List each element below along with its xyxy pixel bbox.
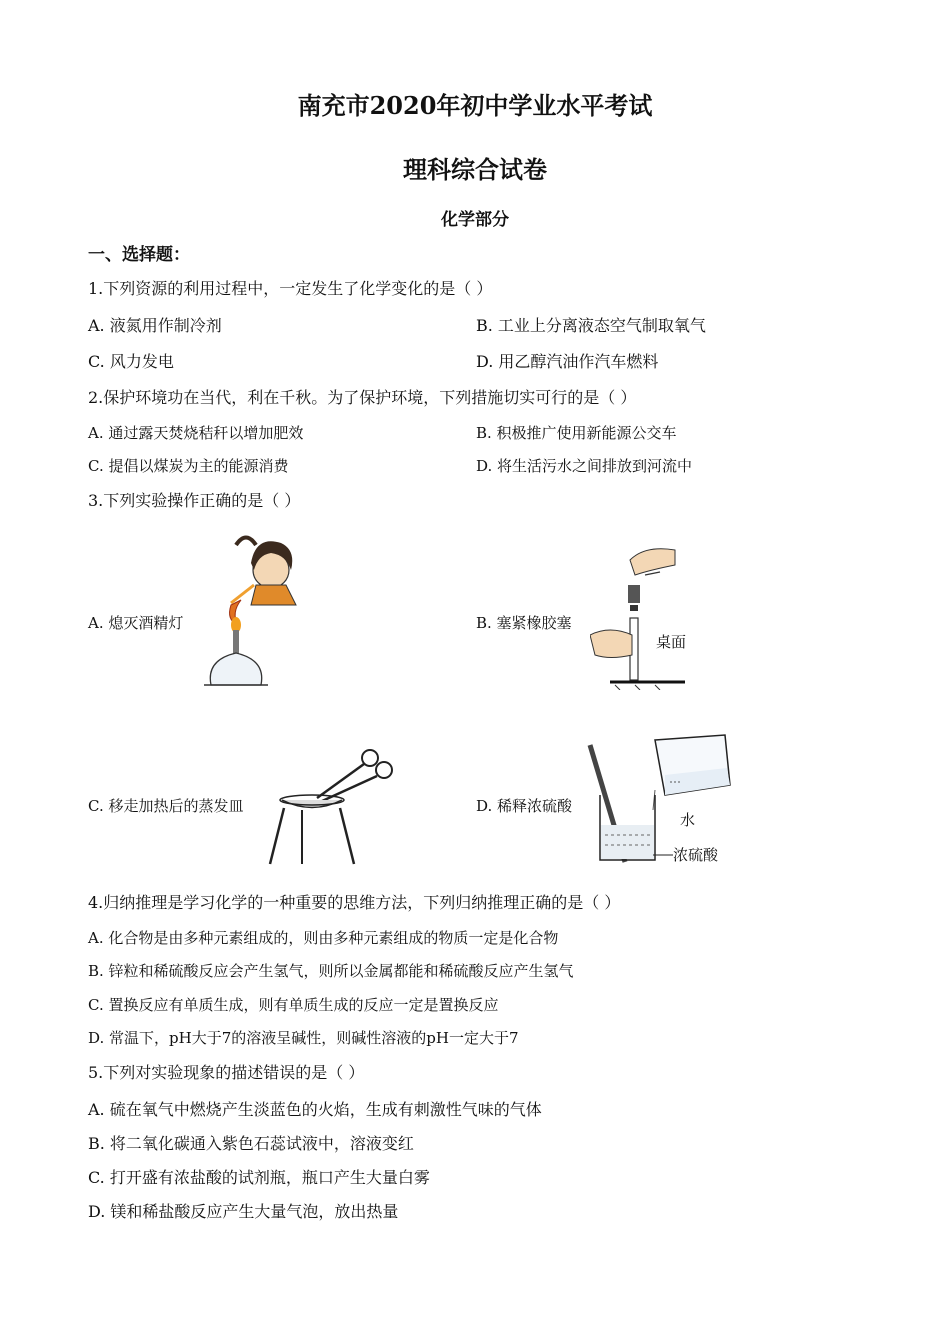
alcohol-lamp-figure xyxy=(196,525,316,690)
water-label: 水 xyxy=(680,811,696,829)
rubber-stopper-figure xyxy=(590,540,700,690)
q5-option-b: B. 将二氧化碳通入紫色石蕊试液中，溶液变红 xyxy=(88,1134,414,1153)
section-heading: 一、选择题： xyxy=(88,245,190,265)
q2-option-a: A. 通过露天焚烧秸秆以增加肥效 xyxy=(88,424,304,442)
q1-option-a: A. 液氮用作制冷剂 xyxy=(88,316,222,335)
q2-stem: 2.保护环境功在当代，利在千秋。为了保护环境，下列措施切实可行的是（ ） xyxy=(88,388,637,407)
part-title: 化学部分 xyxy=(441,210,509,230)
q3-stem: 3.下列实验操作正确的是（ ） xyxy=(88,491,301,510)
q2-option-c: C. 提倡以煤炭为主的能源消费 xyxy=(88,457,289,475)
q1-option-c: C. 风力发电 xyxy=(88,352,174,371)
evaporating-dish-figure xyxy=(262,740,402,870)
q4-option-b: B. 锌粒和稀硫酸反应会产生氢气，则所以金属都能和稀硫酸反应产生氢气 xyxy=(88,962,574,980)
q5-option-c: C. 打开盛有浓盐酸的试剂瓶，瓶口产生大量白雾 xyxy=(88,1168,430,1187)
q3-option-c: C. 移走加热后的蒸发皿 xyxy=(88,797,244,815)
q2-option-b: B. 积极推广使用新能源公交车 xyxy=(476,424,677,442)
q4-option-d: D. 常温下，pH大于7的溶液呈碱性，则碱性溶液的pH一定大于7 xyxy=(88,1029,519,1047)
q3-option-b: B. 塞紧橡胶塞 xyxy=(476,614,572,632)
q5-option-a: A. 硫在氧气中燃烧产生淡蓝色的火焰，生成有刺激性气味的气体 xyxy=(88,1100,542,1119)
exam-title: 南充市2020年初中学业水平考试 xyxy=(297,91,653,120)
q3-option-d: D. 稀释浓硫酸 xyxy=(476,797,573,815)
q1-stem: 1.下列资源的利用过程中，一定发生了化学变化的是（ ） xyxy=(88,279,493,298)
q5-option-d: D. 镁和稀盐酸反应产生大量气泡，放出热量 xyxy=(88,1202,399,1221)
q1-option-d: D. 用乙醇汽油作汽车燃料 xyxy=(476,352,659,371)
q1-option-b: B. 工业上分离液态空气制取氧气 xyxy=(476,316,706,335)
q4-option-a: A. 化合物是由多种元素组成的，则由多种元素组成的物质一定是化合物 xyxy=(88,929,559,947)
sulfuric-acid-label: 浓硫酸 xyxy=(673,846,719,864)
q2-option-d: D. 将生活污水之间排放到河流中 xyxy=(476,457,693,475)
table-surface-label: 桌面 xyxy=(656,633,687,651)
q4-stem: 4.归纳推理是学习化学的一种重要的思维方法，下列归纳推理正确的是（ ） xyxy=(88,893,621,912)
q3-option-a: A. 熄灭酒精灯 xyxy=(88,614,184,632)
q5-stem: 5.下列对实验现象的描述错误的是（ ） xyxy=(88,1063,365,1082)
q4-option-c: C. 置换反应有单质生成，则有单质生成的反应一定是置换反应 xyxy=(88,996,499,1014)
exam-subtitle: 理科综合试卷 xyxy=(403,155,547,184)
dilute-acid-figure xyxy=(585,730,745,870)
